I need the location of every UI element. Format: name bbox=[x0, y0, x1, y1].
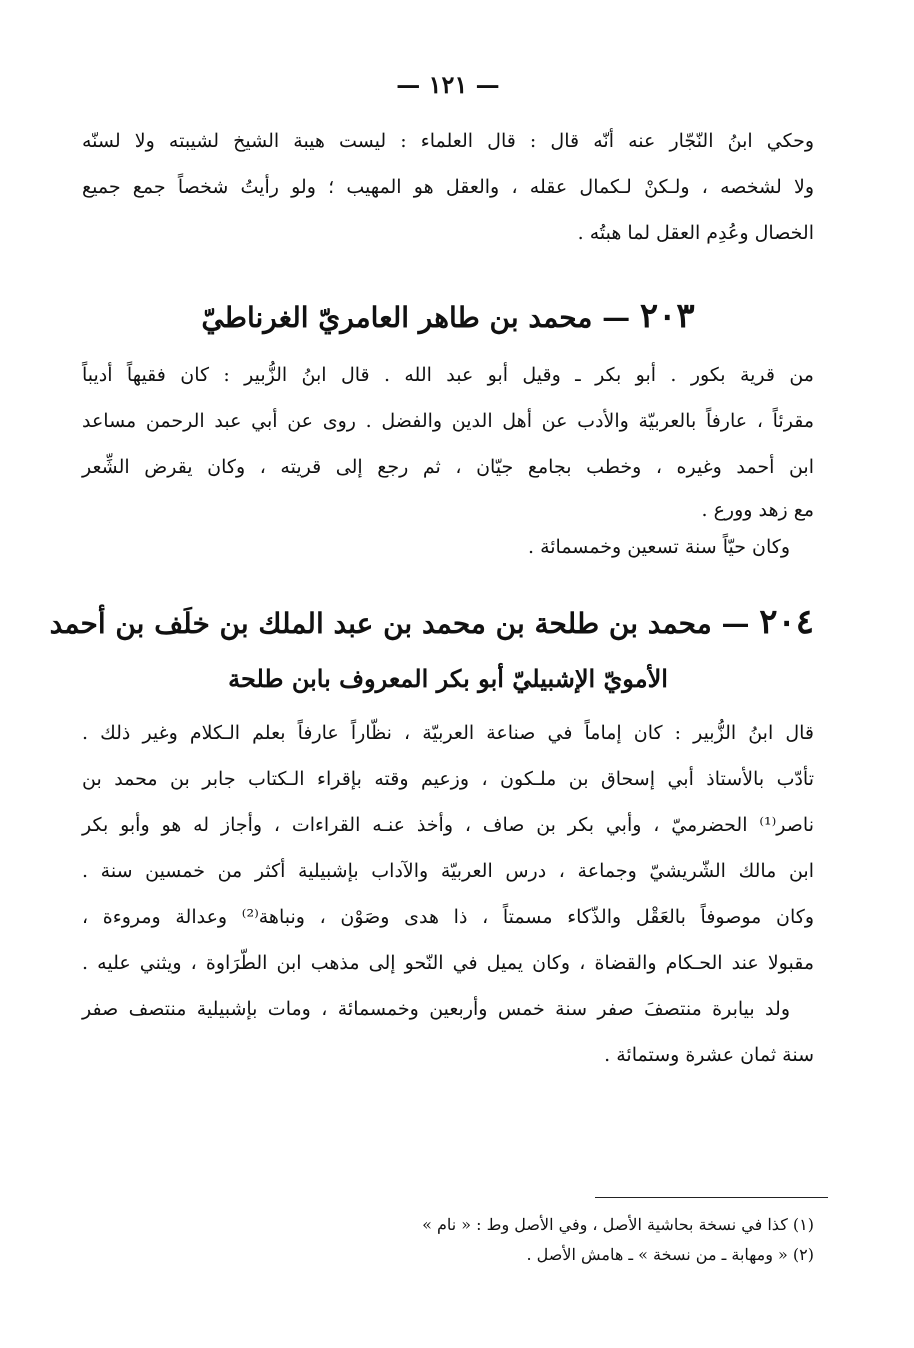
text-line: سنة ثمان عشرة وستمائة . bbox=[604, 1044, 814, 1066]
text-line: الخصال وعُدِم العقل لما هبتُه . bbox=[577, 222, 814, 244]
footnote-1: (١) كذا في نسخة بحاشية الأصل ، وفي الأصل وط : « نام » bbox=[422, 1215, 814, 1234]
entry-204-paragraph-1 bbox=[82, 710, 814, 986]
footnote-2: (٢) « ومهابة ـ من نسخة » ـ هامش الأصل . bbox=[526, 1245, 814, 1264]
text-line: ابن أحمد وغيره ، وخطب بجامع جيّان ، ثم رجع إلى قريته ، وكان يقرض الشِّعر bbox=[82, 456, 814, 478]
intro-paragraph bbox=[82, 118, 814, 256]
heading-dash: — bbox=[592, 301, 631, 334]
text-line: مع زهد وورع . bbox=[701, 499, 814, 521]
text-line: وحكي ابنُ النّجّار عنه أنّه قال : قال العلماء : ليست هيبة الشيخ لشيبته ولا لسنّه bbox=[82, 130, 814, 152]
entry-203-heading bbox=[82, 286, 814, 348]
entry-204-subtitle: الأمويّ الإشبيليّ أبو بكر المعروف بابن طلحة bbox=[228, 664, 668, 693]
entry-number: ٢٠٣ bbox=[639, 296, 695, 336]
heading-dash: — bbox=[711, 607, 750, 640]
entry-number: ٢٠٤ bbox=[759, 602, 814, 642]
text-line: تأدّب بالأستاذ أبي إسحاق بن ملـكون ، وزعيم وقته بإقراء الـكتاب جابر بن محمد بن bbox=[82, 768, 814, 790]
text-line: وكان حيّاً سنة تسعين وخمسمائة . bbox=[527, 536, 790, 558]
text-line: قال ابنُ الزُّبير : كان إماماً في صناعة العربيّة ، نظّاراً عارفاً بعلم الـكلام وغير ذلك . bbox=[82, 722, 814, 744]
text-line: مقبولا عند الحـكام والقضاة ، وكان يميل في النّحو إلى مذهب ابن الطّرَاوة ، ويثني عليه . bbox=[82, 952, 814, 974]
text-line: ناصر⁽¹⁾ الحضرميّ ، وأبي بكر بن صاف ، وأخذ عنـه القراءات ، وأجاز له هو وأبو بكر bbox=[82, 814, 814, 836]
text-line: من قرية بكور . أبو بكر ـ وقيل أبو عبد الله . قال ابنُ الزُّبير : كان فقيهاً أديباً bbox=[82, 364, 814, 386]
entry-204-heading bbox=[49, 592, 814, 654]
entry-203-paragraph-1 bbox=[82, 352, 814, 530]
text-line: ابن مالك الشّريشيّ وجماعة ، درس العربيّة والآداب بإشبيلية أكثر من خمسين سنة . bbox=[82, 860, 814, 882]
text-line: ولا لشخصه ، ولـكنْ لـكمال عقله ، والعقل هو المهيب ؛ ولو رأيتُ شخصاً جمع جميع bbox=[82, 176, 814, 198]
text-line: ولد بيابرة منتصفَ صفر سنة خمس وأربعين وخمسمائة ، ومات بإشبيلية منتصف صفر bbox=[82, 998, 790, 1020]
entry-203-paragraph-2 bbox=[82, 530, 814, 564]
text-line: مقرئاً ، عارفاً بالعربيّة والأدب عن أهل الدين والفضل . روى عن أبي عبد الرحمن مساعد bbox=[82, 410, 814, 432]
footnote-divider bbox=[595, 1197, 828, 1198]
text-line: وكان موصوفاً بالعَقْل والذّكاء مسمتاً ، ذا هدى وصَوْن ، ونباهة⁽²⁾ وعدالة ومروءة ، bbox=[82, 906, 814, 928]
entry-title: محمد بن طلحة بن محمد بن عبد الملك بن خلَف بن أحمد bbox=[49, 607, 712, 640]
footnotes bbox=[82, 1210, 814, 1270]
entry-204-paragraph-2 bbox=[82, 986, 814, 1078]
entry-title: محمد بن طاهر العامريّ الغرناطيّ bbox=[201, 301, 593, 334]
page-number: — ١٢١ — bbox=[396, 70, 500, 99]
